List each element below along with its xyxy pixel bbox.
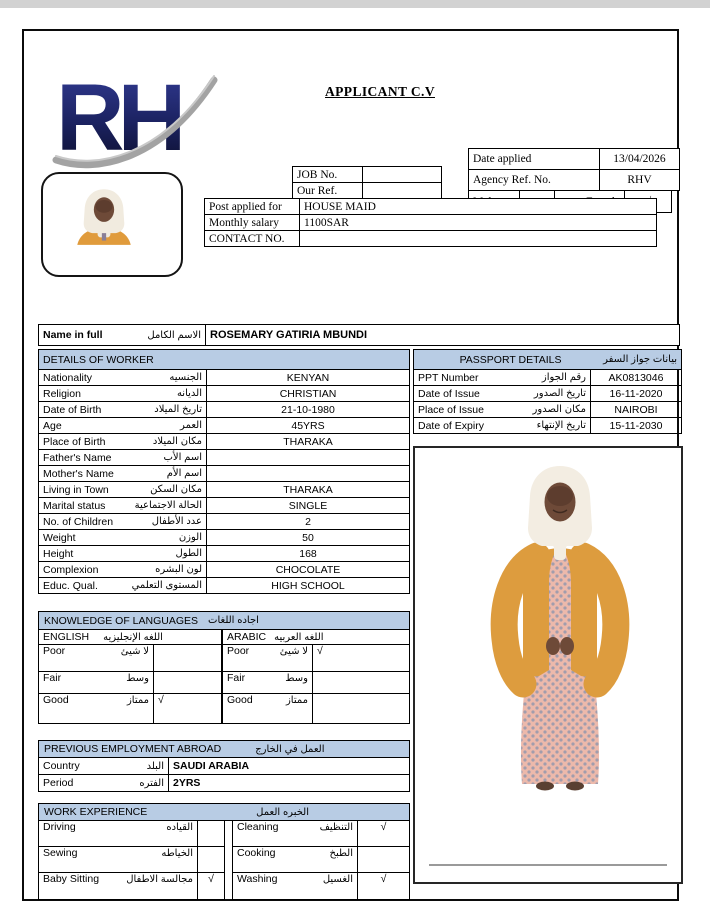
row-label: Place of Birth <box>43 435 106 448</box>
experience-header-band <box>38 803 410 821</box>
row-label-ar: الحالة الاجتماعية <box>134 500 202 511</box>
applicant-full-image <box>415 448 681 882</box>
row-label-ar: مكان الميلاد <box>152 436 202 447</box>
contact-no-row <box>204 230 657 247</box>
table-row <box>39 466 410 482</box>
table-row <box>39 694 222 724</box>
table-row <box>39 418 410 434</box>
row-label: Father's Name <box>43 451 112 464</box>
row-label-ar: تاريخ الإنتهاء <box>536 420 586 431</box>
row-label-ar: الفتره <box>139 777 164 789</box>
row-label-ar: الوزن <box>178 532 202 543</box>
table-row <box>39 434 410 450</box>
applicant-photo-full <box>413 446 683 884</box>
row-label-ar: الجنسيه <box>169 372 202 383</box>
row-value: 50 <box>207 530 410 546</box>
job-no-row <box>292 166 442 183</box>
row-label: Washing <box>237 873 278 885</box>
row-value: SINGLE <box>207 498 410 514</box>
experience-checkbox <box>358 847 410 873</box>
row-label: Poor <box>43 645 66 657</box>
row-value: KENYAN <box>207 370 410 386</box>
language-checkbox: √ <box>154 694 222 724</box>
row-label-ar: مجالسة الاطفال <box>126 873 193 885</box>
language-checkbox <box>154 645 222 672</box>
experience-checkbox <box>198 847 225 873</box>
row-label: Living in Town <box>43 483 109 496</box>
table-row <box>39 402 410 418</box>
row-label: Height <box>43 547 74 560</box>
row-label: Cleaning <box>237 821 279 833</box>
english-language-table <box>38 629 222 724</box>
languages-header-en: KNOWLEDGE OF LANGUAGES <box>44 614 199 627</box>
row-value: 16-11-2020 <box>591 386 682 402</box>
table-row <box>39 482 410 498</box>
row-value: 21-10-1980 <box>207 402 410 418</box>
row-label-ar: المستوى التعلمي <box>131 580 202 591</box>
table-row <box>233 873 410 900</box>
experience-checkbox: √ <box>198 873 225 900</box>
row-label-ar: تاريخ الميلاد <box>154 404 202 415</box>
table-row <box>39 530 410 546</box>
row-label: Poor <box>227 645 250 657</box>
row-value: THARAKA <box>207 434 410 450</box>
row-label-ar: وسط <box>285 672 308 684</box>
row-label: Weight <box>43 531 76 544</box>
row-value: 2 <box>207 514 410 530</box>
agency-ref-row <box>468 169 680 191</box>
applicant-bust-image <box>73 186 135 246</box>
row-value: AK0813046 <box>591 370 682 386</box>
row-label: Educ. Qual. <box>43 579 98 592</box>
table-row <box>414 370 682 386</box>
name-in-full-label-ar: الاسم الكامل <box>147 329 201 341</box>
name-in-full-label: Name in full <box>43 329 103 341</box>
table-row <box>39 847 225 873</box>
row-value: THARAKA <box>207 482 410 498</box>
row-label: Date of Expiry <box>418 419 484 432</box>
row-value: NAIROBI <box>591 402 682 418</box>
row-label-ar: لا شيئ <box>279 645 308 657</box>
row-label-ar: عدد الأطفال <box>151 516 202 527</box>
row-label-ar: القياده <box>166 821 193 833</box>
experience-right-table <box>232 820 410 900</box>
row-value: CHOCOLATE <box>207 562 410 578</box>
row-label-ar: اسم الأب <box>163 452 202 463</box>
table-row <box>39 370 410 386</box>
table-row <box>39 775 410 792</box>
row-value: HIGH SCHOOL <box>207 578 410 594</box>
row-label: Sewing <box>43 847 78 859</box>
table-row <box>39 645 222 672</box>
contact-no-label: CONTACT NO. <box>204 230 300 247</box>
row-label-ar: لون البشره <box>155 564 202 575</box>
rh-logo <box>52 58 227 170</box>
row-label: Fair <box>227 672 246 684</box>
table-row <box>39 578 410 594</box>
row-label-ar: ممتاز <box>285 694 308 706</box>
english-title-cell <box>39 630 222 645</box>
post-applied-label: Post applied for <box>204 198 300 215</box>
table-row <box>414 418 682 434</box>
arabic-language-table <box>222 629 410 724</box>
name-in-full-row <box>38 324 680 346</box>
row-label-ar: اسم الأم <box>166 468 202 479</box>
row-label: PPT Number <box>418 371 479 384</box>
passport-details-table <box>413 349 682 434</box>
row-value: 2YRS <box>169 775 410 792</box>
row-label: Age <box>43 419 62 432</box>
monthly-salary-row <box>204 214 657 231</box>
table-row <box>233 821 410 847</box>
table-row <box>39 450 410 466</box>
row-label-ar: الطبخ <box>329 847 353 859</box>
arabic-title-cell <box>223 630 410 645</box>
row-value <box>207 466 410 482</box>
table-row <box>39 562 410 578</box>
arabic-title-ar: اللغه العربيه <box>274 632 324 643</box>
table-row <box>39 514 410 530</box>
table-row <box>39 546 410 562</box>
post-applied-row <box>204 198 657 215</box>
table-row <box>223 672 410 694</box>
table-row <box>233 847 410 873</box>
our-ref-label: Our Ref. <box>292 182 363 200</box>
row-label: Marital status <box>43 499 106 512</box>
language-checkbox <box>154 672 222 694</box>
english-title-ar: اللغه الإنجليزيه <box>103 632 163 643</box>
english-title: ENGLISH <box>43 631 90 643</box>
row-label-ar: تاريخ الصدور <box>533 388 586 399</box>
row-label: Religion <box>43 387 81 400</box>
date-applied-row <box>468 148 680 170</box>
worker-details-table <box>38 349 410 594</box>
row-label-ar: لا شيئ <box>120 645 149 657</box>
experience-checkbox: √ <box>358 821 410 847</box>
table-row <box>39 758 410 775</box>
post-applied-value: HOUSE MAID <box>300 198 657 215</box>
row-label-ar: التنظيف <box>319 821 353 833</box>
table-row <box>39 386 410 402</box>
photo-footer-line <box>429 864 667 866</box>
row-value: CHRISTIAN <box>207 386 410 402</box>
table-row <box>414 402 682 418</box>
table-row <box>39 873 225 900</box>
date-applied-value: 13/04/2026 <box>600 148 680 170</box>
applicant-photo-thumbnail <box>41 172 183 277</box>
row-label-ar: ممتاز <box>126 694 149 706</box>
row-label-ar: الديانه <box>176 388 202 399</box>
employment-header-ar: العمل في الخارج <box>255 743 325 755</box>
job-no-label: JOB No. <box>292 166 363 183</box>
row-label-ar: الطول <box>175 548 202 559</box>
row-label: Date of Birth <box>43 403 102 416</box>
row-label: Good <box>227 694 253 706</box>
employment-header-band <box>38 740 410 758</box>
worker-details-header: DETAILS OF WORKER <box>39 350 410 370</box>
table-row <box>223 645 410 672</box>
row-label: Mother's Name <box>43 467 114 480</box>
name-in-full-value: ROSEMARY GATIRIA MBUNDI <box>206 324 680 346</box>
experience-checkbox <box>198 821 225 847</box>
agency-ref-value: RHV <box>600 169 680 191</box>
name-in-full-label-cell <box>38 324 206 346</box>
row-value: 45YRS <box>207 418 410 434</box>
row-label: Baby Sitting <box>43 873 100 885</box>
language-checkbox <box>313 672 410 694</box>
job-no-value <box>363 166 442 183</box>
row-label-ar: مكان السكن <box>150 484 202 495</box>
table-row <box>39 821 225 847</box>
row-label: No. of Children <box>43 515 114 528</box>
table-row <box>39 672 222 694</box>
top-gray-strip <box>0 0 710 8</box>
row-label: Date of Issue <box>418 387 480 400</box>
arabic-title: ARABIC <box>227 631 267 643</box>
row-value: 168 <box>207 546 410 562</box>
date-applied-label: Date applied <box>468 148 600 170</box>
row-label: Period <box>43 777 74 789</box>
logo-text: RH <box>56 65 180 170</box>
language-checkbox <box>313 694 410 724</box>
passport-header-en: PASSPORT DETAILS <box>459 353 562 366</box>
monthly-salary-label: Monthly salary <box>204 214 300 231</box>
contact-no-value <box>300 230 657 247</box>
row-label-ar: الغسيل <box>322 873 353 885</box>
languages-header-band <box>38 611 410 630</box>
employment-header-en: PREVIOUS EMPLOYMENT ABROAD <box>44 743 222 755</box>
row-label: Cooking <box>237 847 276 859</box>
table-row <box>414 386 682 402</box>
row-label-ar: وسط <box>126 672 149 684</box>
experience-left-table <box>38 820 225 900</box>
row-label: Fair <box>43 672 62 684</box>
row-label-ar: الخياطه <box>161 847 193 859</box>
row-value: SAUDI ARABIA <box>169 758 410 775</box>
row-label: Good <box>43 694 69 706</box>
passport-details-header <box>414 350 682 370</box>
passport-header-ar: بيانات جواز السفر <box>603 354 677 365</box>
monthly-salary-value: 1100SAR <box>300 214 657 231</box>
employment-table <box>38 757 410 792</box>
agency-ref-label: Agency Ref. No. <box>468 169 600 191</box>
experience-header-en: WORK EXPERIENCE <box>44 806 148 818</box>
row-value <box>207 450 410 466</box>
row-label: Nationality <box>43 371 93 384</box>
row-label: Complexion <box>43 563 99 576</box>
table-row <box>223 694 410 724</box>
table-row <box>39 498 410 514</box>
row-label: Country <box>43 760 80 772</box>
experience-checkbox: √ <box>358 873 410 900</box>
row-label: Driving <box>43 821 76 833</box>
languages-header-ar: اجاده اللغات <box>208 615 259 626</box>
experience-header-ar: الخبره العمل <box>256 806 309 818</box>
row-label-ar: البلد <box>146 760 164 772</box>
row-label: Place of Issue <box>418 403 484 416</box>
row-label-ar: رقم الجواز <box>541 372 586 383</box>
row-label-ar: العمر <box>180 420 202 431</box>
row-label-ar: مكان الصدور <box>532 404 586 415</box>
language-checkbox: √ <box>313 645 410 672</box>
row-value: 15-11-2030 <box>591 418 682 434</box>
page-title: APPLICANT C.V <box>325 84 435 99</box>
